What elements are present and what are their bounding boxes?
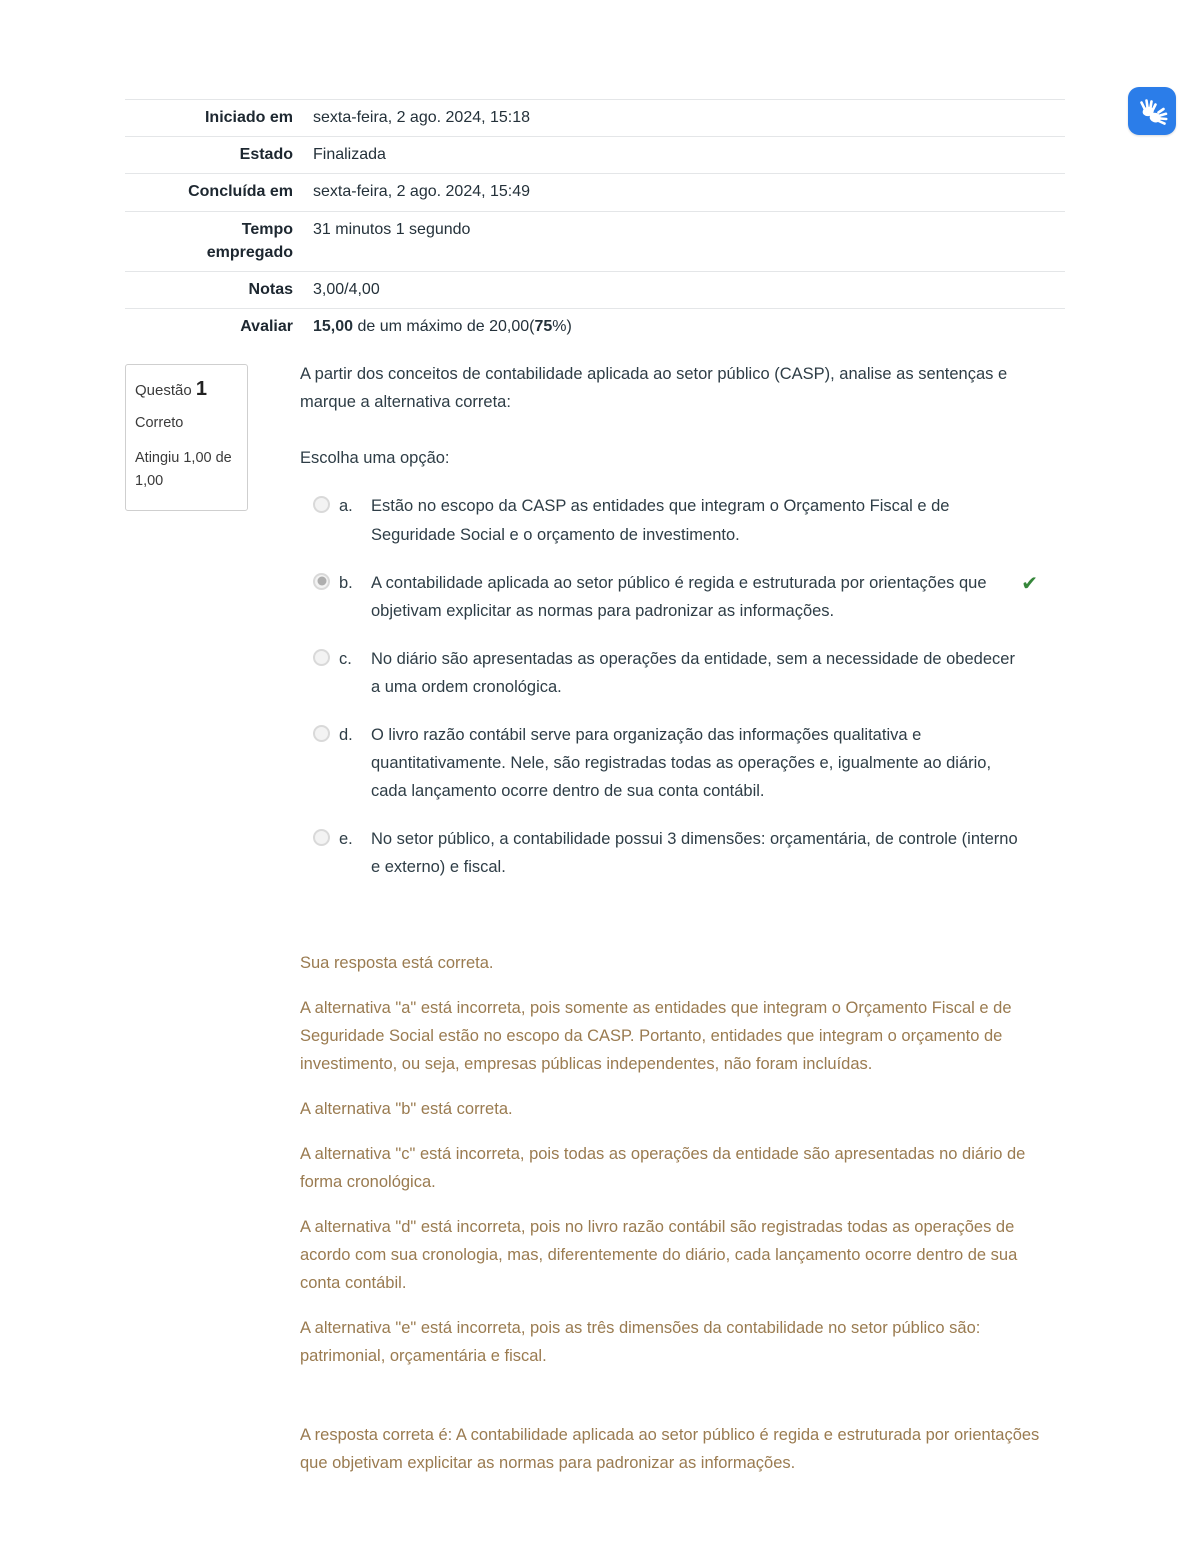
question-content bbox=[300, 364, 1040, 1476]
radio-button[interactable] bbox=[313, 725, 330, 742]
option-letter: c. bbox=[339, 649, 352, 668]
answer-option-c bbox=[300, 645, 1040, 701]
hand-talk-accessibility-button[interactable] bbox=[1128, 87, 1176, 135]
radio-button[interactable] bbox=[313, 573, 330, 590]
summary-value: sexta-feira, 2 ago. 2024, 15:18 bbox=[313, 109, 531, 126]
answer-option-e bbox=[300, 825, 1040, 881]
option-letter: d. bbox=[339, 725, 353, 744]
summary-row-marks bbox=[125, 271, 1065, 308]
option-letter: e. bbox=[339, 829, 353, 848]
feedback-paragraph: A alternativa "d" está incorreta, pois no livro razão contábil são registradas todas as operações de acordo com sua cronologia, mas, diferentemente do diário, cada lançamento ocorre dentro de sua conta contábil. bbox=[300, 1218, 1018, 1293]
radio-button[interactable] bbox=[313, 496, 330, 513]
answer-option-d bbox=[300, 721, 1040, 805]
radio-button[interactable] bbox=[313, 649, 330, 666]
question-number-value: 1 bbox=[195, 378, 208, 401]
option-text: A contabilidade aplicada ao setor público é regida e estruturada por orientações que objetivam explicitar as normas para padronizar as informações. bbox=[371, 573, 987, 620]
question-state-badge: Correto bbox=[135, 415, 184, 432]
option-text: O livro razão contábil serve para organização das informações qualitativa e quantitativamente. Nele, são registradas todas as operações e, igualmente ao diário, cada lançamento ocorre dentro de sua conta contábil. bbox=[371, 725, 992, 800]
grade-middle-text: de um máximo de 20,00( bbox=[353, 318, 535, 336]
summary-row-completed bbox=[125, 173, 1065, 210]
question-number-label: Questão bbox=[135, 382, 192, 400]
summary-label: Notas bbox=[248, 280, 293, 298]
libras-hands-icon bbox=[1136, 95, 1168, 127]
summary-label: Estado bbox=[239, 146, 293, 164]
summary-value: Finalizada bbox=[313, 146, 386, 164]
summary-label: Concluída em bbox=[188, 183, 293, 201]
feedback-paragraph: A alternativa "a" está incorreta, pois somente as entidades que integram o Orçamento Fiscal e de Seguridade Social estão no escopo da CASP. Portanto, entidades que integram o orçamento de investimento, ou seja, empresas públicas independentes, não foram incluídas. bbox=[300, 999, 1012, 1074]
summary-row-time-taken bbox=[125, 211, 1065, 271]
summary-row-started bbox=[125, 99, 1065, 136]
summary-label: Iniciado em bbox=[204, 109, 293, 126]
grade-value bbox=[313, 315, 572, 338]
feedback-paragraph: A alternativa "e" está incorreta, pois as três dimensões da contabilidade no setor público são: patrimonial, orçamentária e fiscal. bbox=[300, 1319, 981, 1366]
grade-suffix: %) bbox=[552, 318, 572, 336]
correct-answer-text: A resposta correta é: A contabilidade aplicada ao setor público é regida e estruturada por orientações que objetivam explicitar as normas para padronizar as informações. bbox=[300, 1425, 1040, 1472]
summary-label: Tempo empregado bbox=[206, 220, 293, 261]
option-text: No diário são apresentadas as operações da entidade, sem a necessidade de obedecer a uma ordem cronológica. bbox=[371, 649, 1015, 696]
question-number bbox=[135, 378, 238, 401]
feedback-section bbox=[300, 949, 1040, 1477]
option-text: Estão no escopo da CASP as entidades que integram o Orçamento Fiscal e de Seguridade Social e o orçamento de investimento. bbox=[371, 497, 950, 544]
question-info-box bbox=[125, 364, 248, 511]
answer-prompt: Escolha uma opção: bbox=[300, 449, 450, 468]
answer-options bbox=[300, 492, 1040, 881]
option-text: No setor público, a contabilidade possui 3 dimensões: orçamentária, de controle (interno e externo) e fiscal. bbox=[371, 829, 1018, 876]
option-letter: a. bbox=[339, 497, 353, 516]
summary-value: sexta-feira, 2 ago. 2024, 15:49 bbox=[313, 183, 531, 201]
summary-row-grade bbox=[125, 308, 1065, 345]
summary-label: Avaliar bbox=[240, 318, 293, 336]
question-block bbox=[125, 364, 1065, 1476]
correct-check-icon: ✔ bbox=[1021, 572, 1038, 595]
summary-row-state bbox=[125, 136, 1065, 173]
radio-button[interactable] bbox=[313, 829, 330, 846]
question-grade-text: Atingiu 1,00 de 1,00 bbox=[135, 450, 232, 489]
answer-option-a bbox=[300, 492, 1040, 548]
feedback-paragraph: A alternativa "b" está correta. bbox=[300, 1100, 513, 1119]
feedback-paragraph: Sua resposta está correta. bbox=[300, 953, 494, 972]
summary-value: 3,00/4,00 bbox=[313, 280, 380, 298]
feedback-paragraph: A alternativa "c" está incorreta, pois todas as operações da entidade são apresentadas no diário de forma cronológica. bbox=[300, 1145, 1026, 1192]
grade-points: 15,00 bbox=[313, 318, 354, 336]
grade-percent: 75 bbox=[534, 318, 553, 336]
option-letter: b. bbox=[339, 573, 353, 592]
summary-value: 31 minutos 1 segundo bbox=[313, 220, 471, 238]
question-text: A partir dos conceitos de contabilidade aplicada ao setor público (CASP), analise as sentenças e marque a alternativa correta: bbox=[300, 365, 1008, 412]
attempt-summary-table bbox=[125, 99, 1065, 345]
answer-option-b bbox=[300, 569, 1040, 625]
